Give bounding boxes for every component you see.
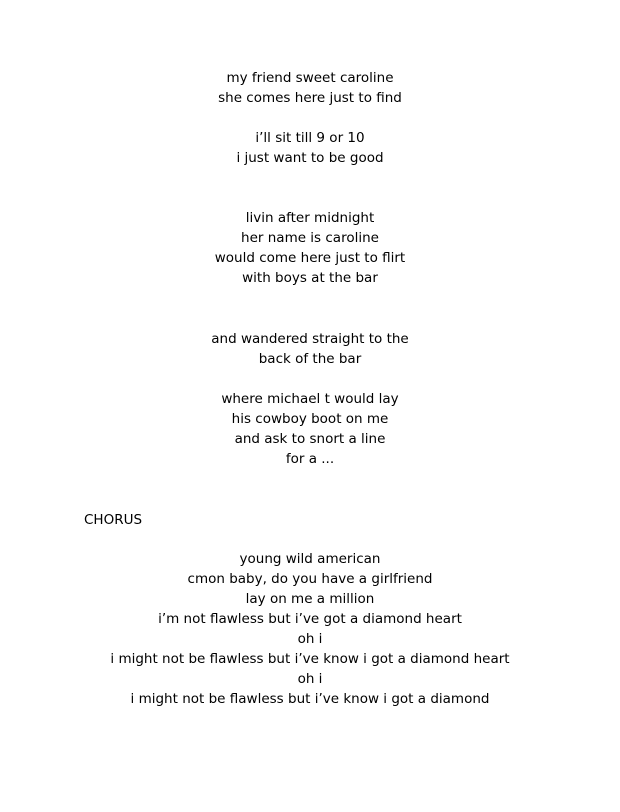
stanza-1 <box>0 68 620 108</box>
lyric-line: and wandered straight to the <box>211 331 409 347</box>
lyric-line: and ask to snort a line <box>234 431 386 447</box>
stanza-4 <box>0 329 620 369</box>
lyric-line: i might not be flawless but i’ve know i got a diamond <box>130 691 490 707</box>
lyric-line: my friend sweet caroline <box>226 70 394 86</box>
lyric-line: with boys at the bar <box>242 270 378 286</box>
lyric-line: for a ... <box>285 451 335 467</box>
stanza-chorus <box>0 549 620 709</box>
stanza-2 <box>0 128 620 168</box>
chorus-heading: CHORUS <box>84 512 143 528</box>
lyric-line: her name is caroline <box>241 230 379 246</box>
lyric-line: would come here just to flirt <box>214 250 406 266</box>
lyric-line: i just want to be good <box>236 150 384 166</box>
lyric-line: back of the bar <box>258 351 362 367</box>
lyric-line: his cowboy boot on me <box>231 411 389 427</box>
lyric-line: i’m not flawless but i’ve got a diamond heart <box>158 611 462 627</box>
lyric-line: cmon baby, do you have a girlfriend <box>187 571 433 587</box>
stanza-5 <box>0 389 620 469</box>
lyric-line: i’ll sit till 9 or 10 <box>255 130 365 146</box>
lyric-line: she comes here just to find <box>218 90 402 106</box>
lyric-line: young wild american <box>239 551 381 567</box>
lyric-line: where michael t would lay <box>221 391 399 407</box>
lyric-line: livin after midnight <box>245 210 375 226</box>
lyric-line: i might not be flawless but i’ve know i got a diamond heart <box>110 651 510 667</box>
lyric-line: oh i <box>297 671 323 687</box>
stanza-3 <box>0 208 620 288</box>
lyric-line: oh i <box>297 631 323 647</box>
lyric-line: lay on me a million <box>245 591 375 607</box>
